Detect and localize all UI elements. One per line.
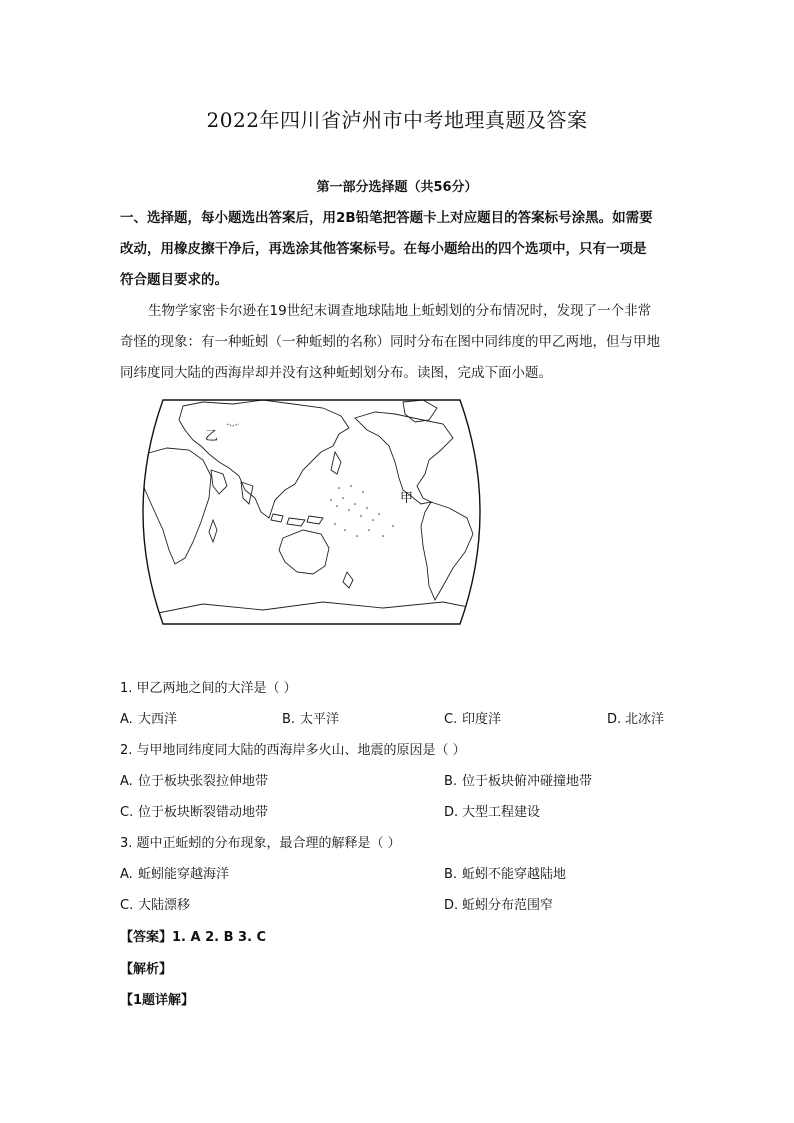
passage-line: 生物学家密卡尔逊在19世纪末调查地球陆地上蚯蚓划的分布情况时，发现了一个非常 — [148, 303, 652, 319]
answer-line: 【答案】1. A 2. B 3. C — [120, 930, 267, 945]
option-text: 大陆漂移 — [138, 898, 191, 913]
page-title: 2022年四川省泸州市中考地理真题及答案 — [206, 108, 588, 132]
instructions — [120, 203, 680, 296]
option-key: A. — [120, 774, 133, 789]
q3-option-c[interactable] — [120, 894, 190, 913]
option-text: 蚯蚓能穿越海洋 — [138, 867, 230, 882]
map-label-yi: 乙 — [205, 429, 219, 444]
option-text: 蚯蚓分布范围窄 — [462, 898, 554, 913]
option-text: 北冰洋 — [625, 712, 665, 727]
coastlines — [123, 400, 500, 634]
option-key: D. — [444, 898, 459, 913]
q2-option-d[interactable] — [444, 801, 540, 820]
option-text: 位于板块俯冲碰撞地带 — [462, 774, 593, 789]
q1-option-b[interactable] — [282, 708, 339, 727]
dotted-boundary — [227, 424, 239, 426]
world-map-figure — [123, 390, 500, 634]
analysis-label: 【解析】 — [120, 962, 173, 977]
map-frame — [143, 400, 480, 624]
map-label-jia: 甲 — [400, 491, 414, 506]
option-key: C. — [120, 898, 134, 913]
instruction-line: 符合题目要求的。 — [120, 272, 228, 288]
q2-option-b[interactable] — [444, 770, 592, 789]
option-text: 位于板块断裂错动地带 — [138, 805, 269, 820]
option-text: 太平洋 — [300, 712, 340, 727]
option-text: 大西洋 — [138, 712, 178, 727]
question-1-stem: 1. 甲乙两地之间的大洋是（ ） — [120, 681, 297, 696]
option-text: 印度洋 — [462, 712, 502, 727]
detail-label: 【1题详解】 — [120, 993, 195, 1008]
pacific-islands — [330, 485, 394, 537]
option-key: B. — [444, 774, 458, 789]
option-text: 位于板块张裂拉伸地带 — [138, 774, 269, 789]
q1-option-d[interactable] — [607, 708, 664, 727]
instruction-line: 一、选择题，每小题选出答案后，用2B铅笔把答题卡上对应题目的答案标号涂黑。如需要 — [120, 210, 653, 226]
option-key: C. — [120, 805, 134, 820]
q3-option-d[interactable] — [444, 894, 553, 913]
option-key: A. — [120, 712, 133, 727]
section-heading: 第一部分选择题（共56分） — [316, 180, 478, 195]
option-key: D. — [444, 805, 459, 820]
instruction-line: 改动，用橡皮擦干净后，再选涂其他答案标号。在每小题给出的四个选项中，只有一项是 — [120, 241, 647, 257]
q1-option-c[interactable] — [444, 708, 501, 727]
q3-option-a[interactable] — [120, 863, 229, 882]
q2-option-a[interactable] — [120, 770, 268, 789]
question-3-stem: 3. 题中正蚯蚓的分布现象，最合理的解释是（ ） — [120, 836, 401, 851]
option-key: C. — [444, 712, 458, 727]
option-text: 蚯蚓不能穿越陆地 — [462, 867, 567, 882]
q1-option-a[interactable] — [120, 708, 177, 727]
option-key: B. — [444, 867, 458, 882]
option-key: A. — [120, 867, 133, 882]
q3-option-b[interactable] — [444, 863, 566, 882]
question-2-stem: 2. 与甲地同纬度同大陆的西海岸多火山、地震的原因是（ ） — [120, 743, 466, 758]
option-text: 大型工程建设 — [462, 805, 541, 820]
passage-line: 奇怪的现象：有一种蚯蚓（一种蚯蚓的名称）同时分布在图中同纬度的甲乙两地，但与甲地 — [120, 334, 660, 350]
option-key: B. — [282, 712, 296, 727]
option-key: D. — [607, 712, 622, 727]
passage-line: 同纬度同大陆的西海岸却并没有这种蚯蚓划分布。读图，完成下面小题。 — [120, 365, 552, 381]
q2-option-c[interactable] — [120, 801, 268, 820]
passage — [120, 296, 680, 389]
